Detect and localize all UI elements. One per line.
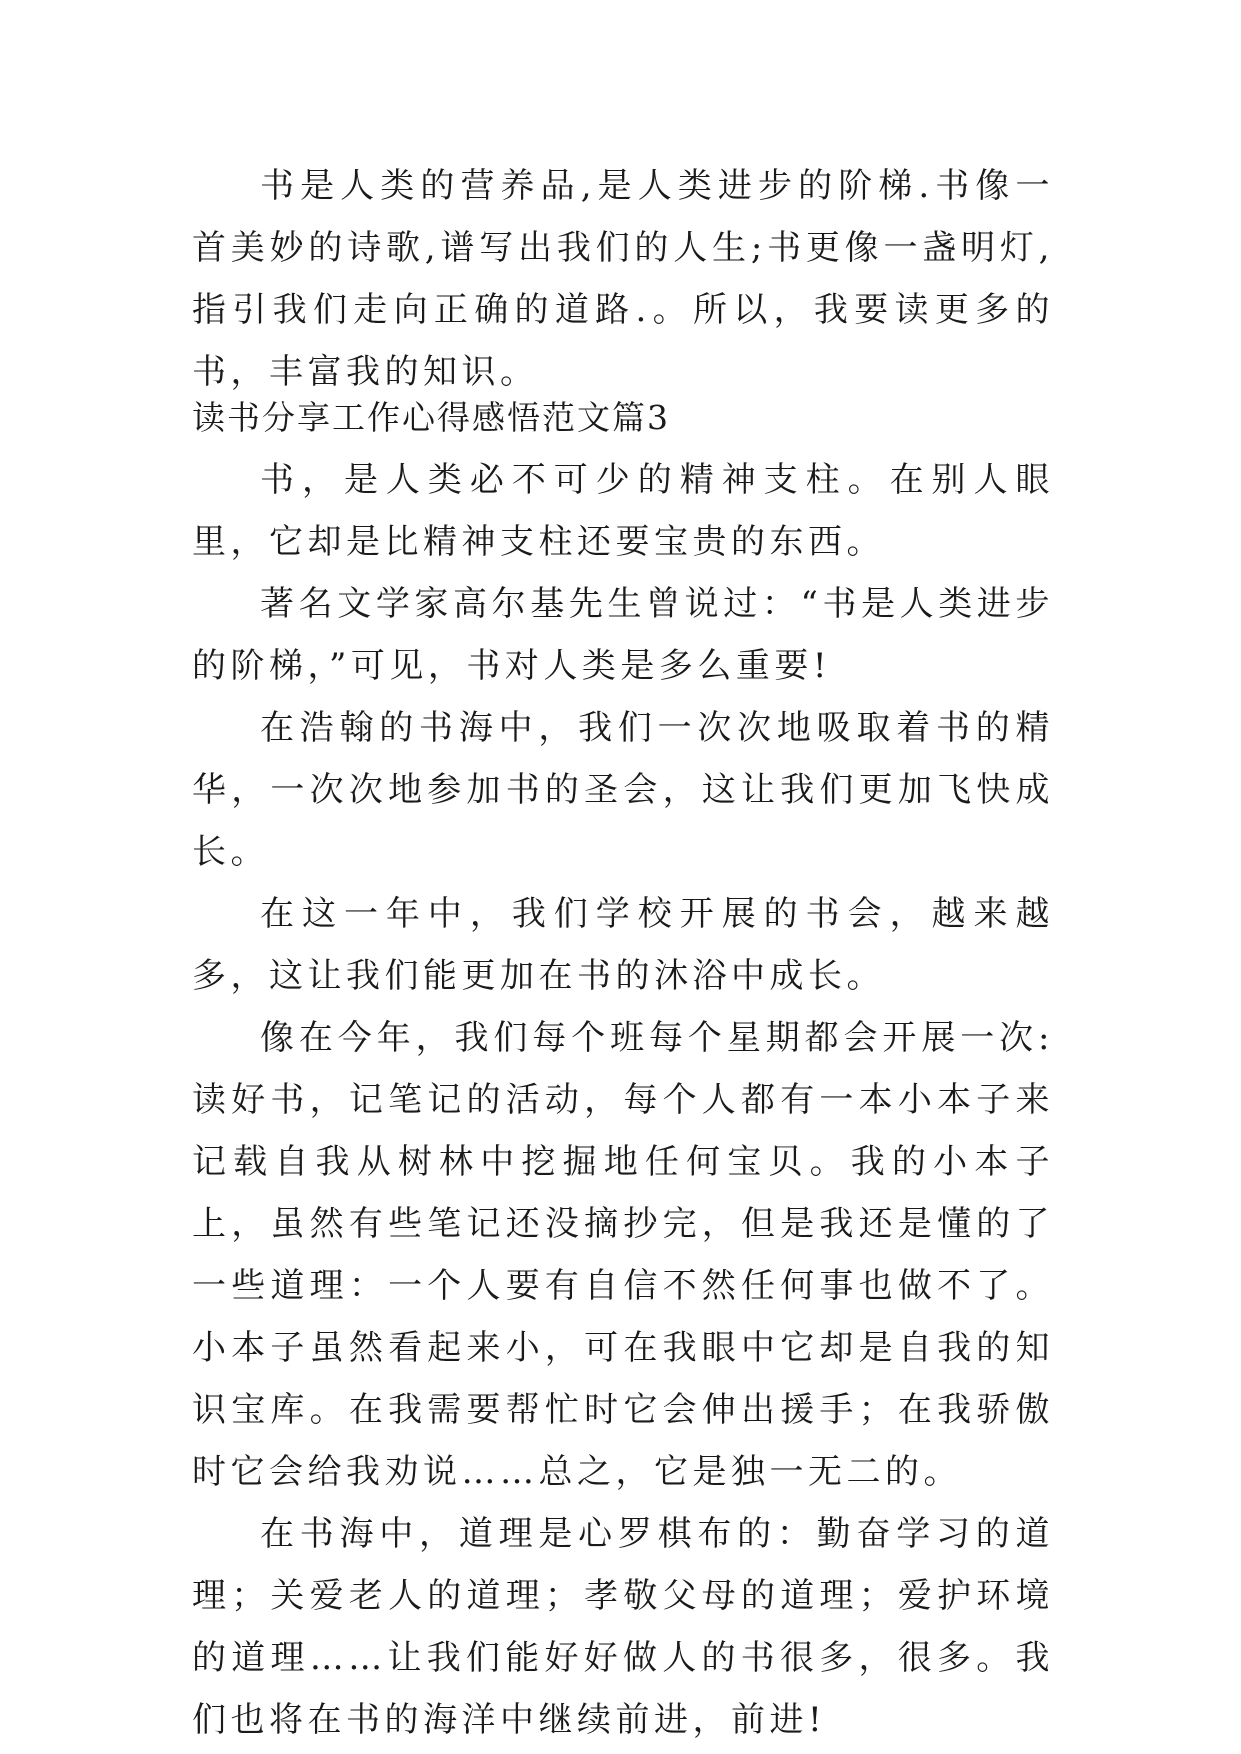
intro-text-block (192, 155, 1054, 403)
intro-paragraph: 书是人类的营养品,是人类进步的阶梯.书像一首美妙的诗歌,谱写出我们的人生;书更像一盏明灯,指引我们走向正确的道路.。所以，我要读更多的书，丰富我的知识。 (192, 166, 1054, 392)
paragraph: 在浩翰的书海中，我们一次次地吸取着书的精华，一次次地参加书的圣会，这让我们更加飞快成长。 (192, 708, 1054, 872)
paragraph: 著名文学家高尔基先生曾说过：“书是人类进步的阶梯，”可见，书对人类是多么重要! (192, 584, 1054, 686)
paragraph: 在书海中，道理是心罗棋布的：勤奋学习的道理；关爱老人的道理；孝敬父母的道理；爱护环境的道理……让我们能好好做人的书很多，很多。我们也将在书的海洋中继续前进，前进! (192, 1514, 1054, 1740)
paragraph: 书，是人类必不可少的精神支柱。在别人眼里，它却是比精神支柱还要宝贵的东西。 (192, 460, 1054, 562)
paragraph: 像在今年，我们每个班每个星期都会开展一次:读好书，记笔记的活动，每个人都有一本小本子来记载自我从树林中挖掘地任何宝贝。我的小本子上，虽然有些笔记还没摘抄完，但是我还是懂的了一些道理：一个人要有自信不然任何事也做不了。小本子虽然看起来小，可在我眼中它却是自我的知识宝库。在我需要帮忙时它会伸出援手；在我骄傲时它会给我劝说……总之，它是独一无二的。 (192, 1018, 1054, 1492)
section-heading: 读书分享工作心得感悟范文篇3 (192, 398, 670, 437)
main-text-block (192, 449, 1054, 1751)
paragraph: 在这一年中，我们学校开展的书会，越来越多，这让我们能更加在书的沐浴中成长。 (192, 894, 1054, 996)
